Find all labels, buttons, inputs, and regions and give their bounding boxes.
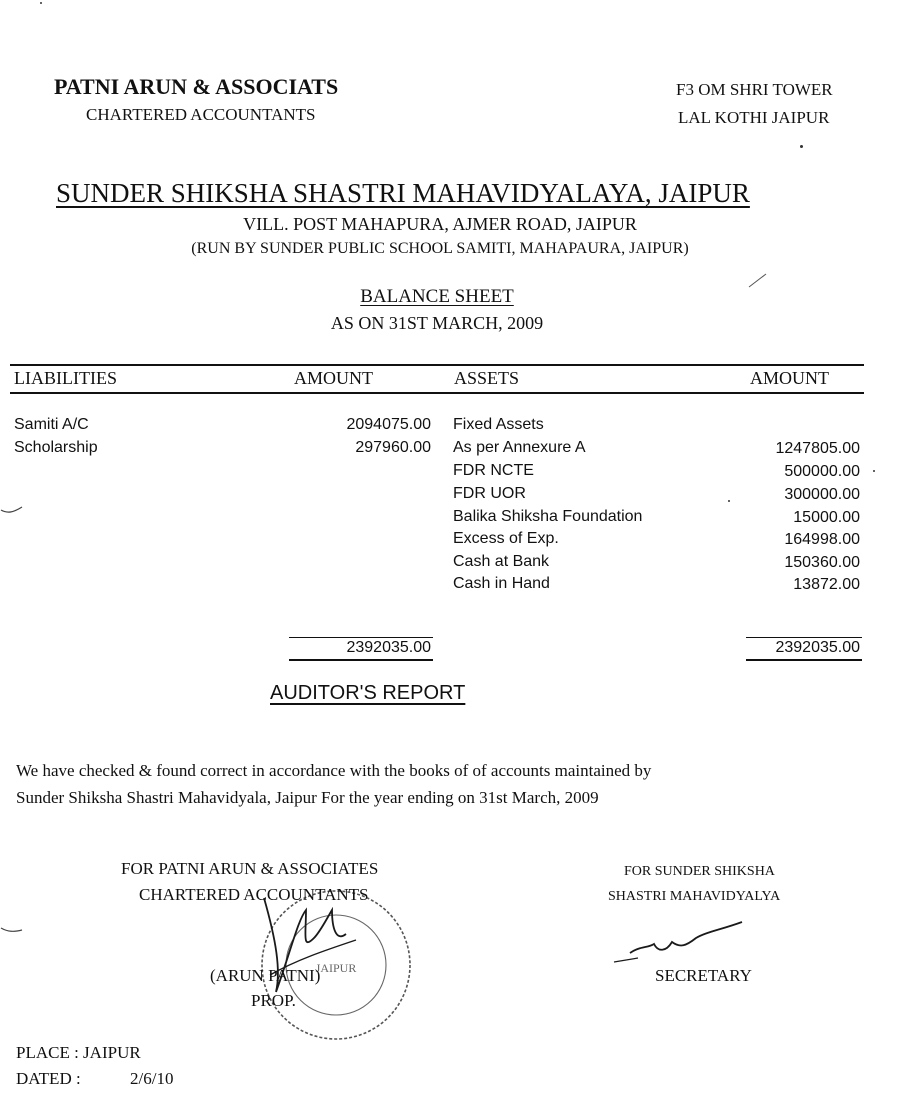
asset-amount-excess: 164998.00 [784, 531, 860, 548]
asset-amount-balika: 15000.00 [793, 509, 860, 526]
firm-name: PATNI ARUN & ASSOCIATS [54, 74, 339, 99]
asset-amount-fdr-ncte: 500000.00 [784, 463, 860, 480]
liability-amount-scholarship: 297960.00 [355, 439, 431, 456]
auditor-seal-stamp [236, 880, 446, 1050]
asset-label-fdr-ncte: FDR NCTE [453, 462, 534, 479]
scan-speck [728, 500, 730, 502]
auditor-firm-title: CHARTERED ACCOUNTANTS [139, 885, 369, 904]
svg-text:JAIPUR: JAIPUR [315, 961, 357, 975]
asset-amount-cash-hand: 13872.00 [793, 576, 860, 593]
balance-sheet-title: BALANCE SHEET [360, 286, 514, 307]
scan-speck [800, 145, 803, 148]
liability-amount-samiti: 2094075.00 [346, 416, 431, 433]
place: PLACE : JAIPUR [16, 1043, 141, 1062]
asset-label-annexure: As per Annexure A [453, 439, 586, 456]
asset-label-fdr-uor: FDR UOR [453, 485, 526, 502]
auditor-name: (ARUN PATNI) [210, 966, 321, 985]
auditor-report-line1: We have checked & found correct in accordance with the books of of accounts maintained by [16, 761, 652, 780]
asset-label-balika: Balika Shiksha Foundation [453, 508, 643, 525]
auditor-report-title: AUDITOR'S REPORT [270, 682, 466, 704]
college-signoff-line2: SHASTRI MAHAVIDYALYA [608, 889, 781, 904]
asset-label-cash-hand: Cash in Hand [453, 575, 550, 592]
liability-label-samiti: Samiti A/C [14, 416, 89, 433]
college-address: VILL. POST MAHAPURA, AJMER ROAD, JAIPUR [243, 214, 637, 234]
table-top-rule [10, 364, 864, 366]
secretary-signature [610, 918, 750, 968]
auditor-role: PROP. [251, 991, 296, 1010]
asset-label-fixed: Fixed Assets [453, 416, 544, 433]
firm-title: CHARTERED ACCOUNTANTS [86, 105, 316, 124]
assets-header: ASSETS [454, 368, 520, 388]
dated-label: DATED : [16, 1069, 81, 1088]
auditor-report-line2: Sunder Shiksha Shastri Mahavidyala, Jaipur For the year ending on 31st March, 2009 [16, 788, 599, 807]
secretary-role: SECRETARY [655, 966, 752, 985]
asset-amount-cash-bank: 150360.00 [784, 554, 860, 571]
liabilities-header: LIABILITIES [14, 368, 117, 388]
scan-speck [40, 2, 42, 4]
dated-value: 2/6/10 [130, 1069, 174, 1088]
scan-mark [0, 502, 24, 516]
firm-address-line2: LAL KOTHI JAIPUR [678, 108, 830, 127]
asset-label-cash-bank: Cash at Bank [453, 553, 550, 570]
total-liabilities: 2392035.00 [289, 637, 433, 661]
auditor-firm-signoff: FOR PATNI ARUN & ASSOCIATES [121, 859, 379, 878]
scan-speck [873, 470, 875, 472]
table-header-rule [10, 392, 864, 394]
college-signoff-line1: FOR SUNDER SHIKSHA [624, 864, 775, 879]
liability-label-scholarship: Scholarship [14, 439, 98, 456]
college-run-by: (RUN BY SUNDER PUBLIC SCHOOL SAMITI, MAHAPAURA, JAIPUR) [191, 240, 689, 257]
asset-amount-annexure: 1247805.00 [775, 440, 860, 457]
total-assets: 2392035.00 [746, 637, 862, 661]
asset-amount-fdr-uor: 300000.00 [784, 486, 860, 503]
liabilities-amount-header: AMOUNT [294, 368, 373, 388]
asset-label-excess: Excess of Exp. [453, 530, 559, 547]
scan-mark [0, 922, 24, 936]
college-name: SUNDER SHIKSHA SHASTRI MAHAVIDYALAYA, JAIPUR [56, 178, 750, 208]
balance-sheet-date: AS ON 31ST MARCH, 2009 [330, 313, 544, 333]
scan-mark [748, 272, 768, 288]
assets-amount-header: AMOUNT [750, 368, 829, 388]
firm-address-line1: F3 OM SHRI TOWER [676, 80, 833, 99]
